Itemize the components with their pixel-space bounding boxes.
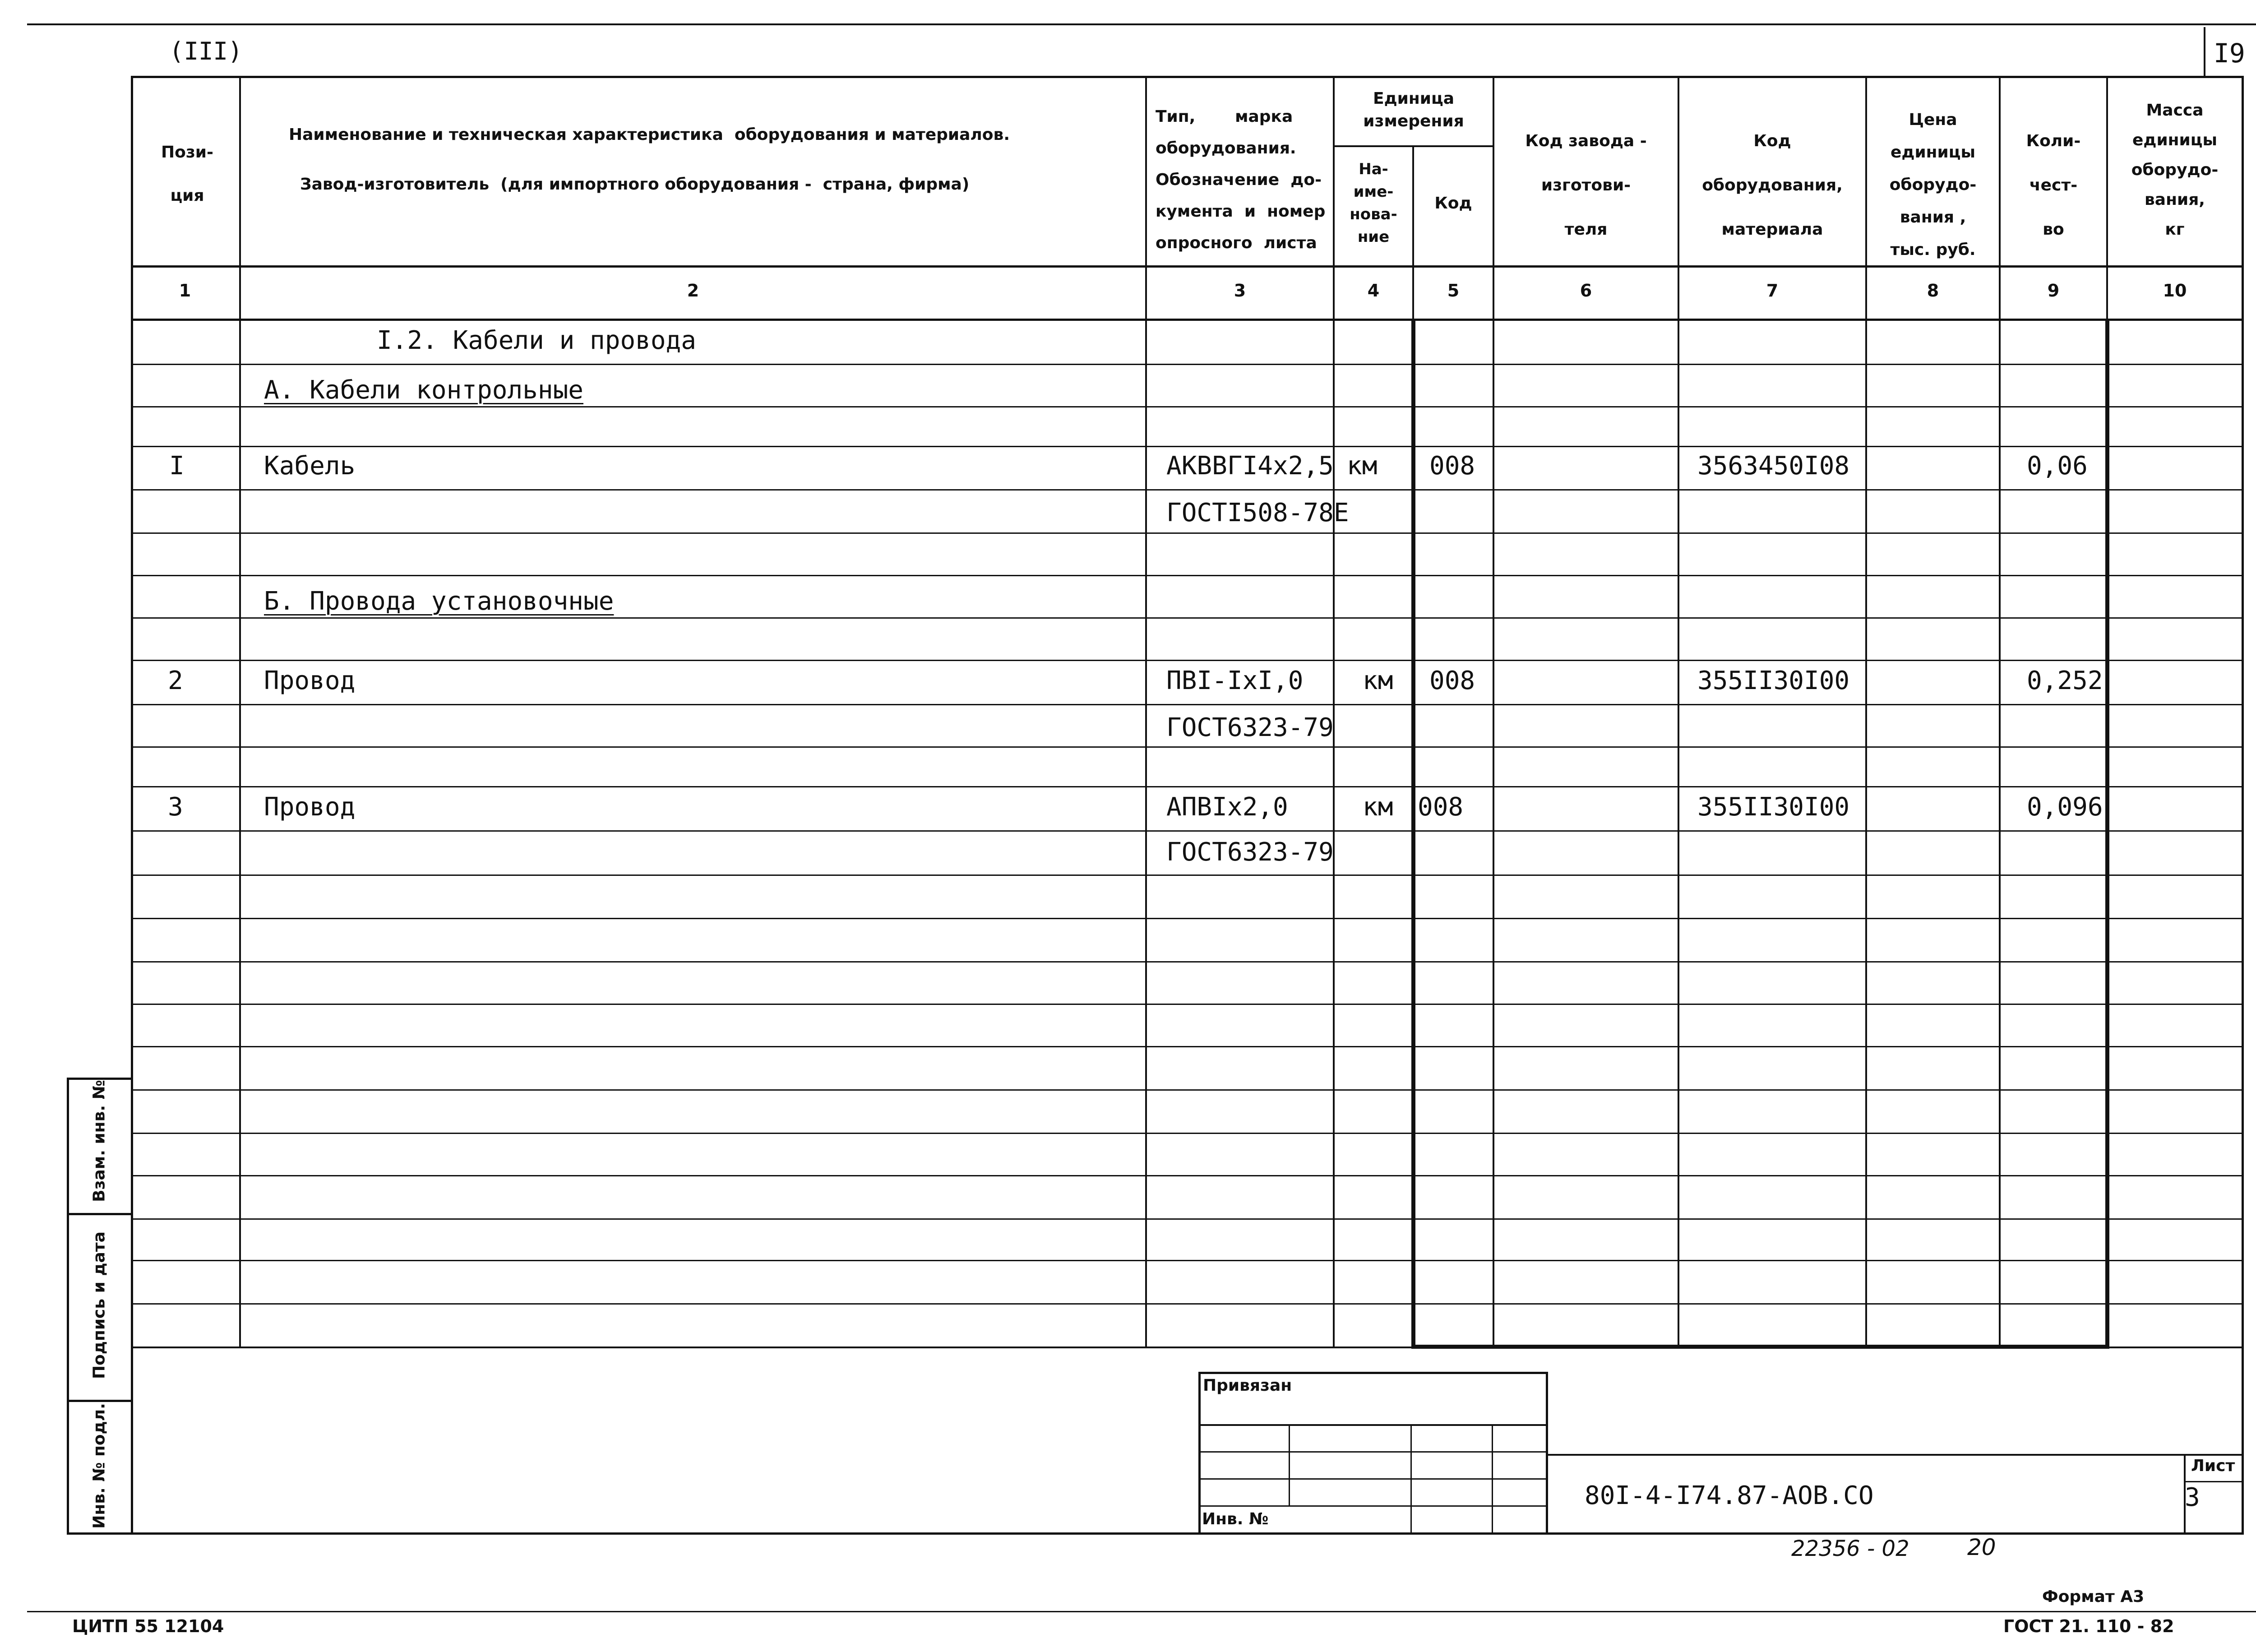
handwritten-num: 20 [1967, 1534, 1996, 1560]
row2-unit: км [1363, 666, 1393, 695]
row-separator [131, 830, 2244, 832]
col-number-8: 8 [1927, 281, 1939, 301]
stamp-privyazan: Привязан [1203, 1376, 1292, 1395]
row-separator [131, 704, 2244, 705]
header-col10: Масса единицы оборудо- вания, кг [2131, 101, 2219, 239]
col-number-10: 10 [2163, 281, 2187, 301]
row1-type: АКВВГI4х2,5 [1166, 451, 1334, 481]
row-separator [131, 446, 2244, 447]
row1-eqcode: 3563450I08 [1697, 451, 1850, 481]
section-title: I.2. Кабели и провода [377, 326, 697, 355]
row-separator [131, 1218, 2244, 1220]
row3-code: 008 [1418, 792, 1464, 822]
row-separator [131, 1303, 2244, 1305]
row1-pos: I [169, 451, 185, 481]
header-col1: Пози- ция [161, 143, 213, 205]
row-separator [131, 875, 2244, 876]
header-col6: Код завода - изготови- теля [1525, 132, 1647, 239]
col-line-6 [1678, 76, 1679, 1348]
subsection-cables: А. Кабели контрольные [264, 375, 584, 405]
list-value: 3 [2185, 1483, 2200, 1512]
footer-format: Формат А3 [2042, 1587, 2145, 1606]
col-number-9: 9 [2047, 281, 2060, 301]
row2-name: Провод [264, 666, 356, 695]
footer-gost: ГОСТ 21. 110 - 82 [2003, 1616, 2174, 1636]
col-number-7: 7 [1766, 281, 1779, 301]
col-number-5: 5 [1447, 281, 1460, 301]
row-separator [131, 786, 2244, 787]
col-number-1: 1 [179, 281, 191, 301]
col-number-3: 3 [1234, 281, 1246, 301]
header-col7: Код оборудования, материала [1702, 132, 1843, 239]
row3-eqcode: 355II30I00 [1697, 792, 1850, 822]
row1-unit: км [1347, 451, 1378, 481]
row2-pos: 2 [168, 666, 183, 695]
subsection-wires: Б. Провода установочные [264, 587, 614, 616]
header-col3: Тип, марка оборудования. Обозначение до- кумента и номер опросного листа [1156, 107, 1326, 252]
row3-type-gost: ГОСТ6323-79 [1166, 838, 1334, 867]
header-col2-line2: Завод-изготовитель (для импортного оборудования - страна, фирма) [300, 175, 970, 194]
row-separator [131, 746, 2244, 748]
col-number-4: 4 [1367, 281, 1380, 301]
side-label-podpis: Подпись и дата [90, 1231, 109, 1379]
row2-type-gost: ГОСТ6323-79 [1166, 713, 1334, 742]
top-border [27, 23, 2256, 25]
header-unit-group: Единица измерения [1363, 89, 1464, 130]
col-line-8 [1999, 76, 2001, 1348]
row-separator [131, 617, 2244, 619]
row-separator [131, 575, 2244, 576]
sheet-number: I9 [2214, 38, 2245, 69]
row-separator [131, 1175, 2244, 1176]
row-separator [131, 961, 2244, 963]
row3-pos: 3 [168, 792, 183, 822]
row-separator [131, 1046, 2244, 1047]
row-separator [131, 660, 2244, 661]
row-separator [131, 1133, 2244, 1134]
row3-unit: км [1363, 792, 1393, 822]
header-col4: На- име- нова- ние [1350, 160, 1397, 246]
row1-type-gost: ГОСТI508-78Е [1166, 498, 1349, 528]
col-number-2: 2 [687, 281, 699, 301]
header-col2-line1: Наименование и техническая характеристика оборудования и материалов. [289, 125, 1010, 144]
stamp-inv-no: Инв. № [1202, 1510, 1269, 1528]
frame-top [131, 76, 2244, 78]
row-separator [131, 489, 2244, 491]
list-label: Лист [2191, 1457, 2235, 1475]
row-separator [131, 918, 2244, 919]
handwritten-order: 22356 - 02 [1791, 1536, 1909, 1561]
footer-line [27, 1611, 2256, 1612]
row3-type: АПВIх2,0 [1166, 792, 1288, 822]
col-line-3 [1333, 76, 1335, 1348]
header-col9: Коли- чест- во [2026, 132, 2081, 239]
row-separator [131, 364, 2244, 365]
row-separator [131, 1260, 2244, 1261]
row1-name: Кабель [264, 451, 356, 481]
col-line-2 [1145, 76, 1147, 1348]
row-separator [131, 1089, 2244, 1091]
row3-name: Провод [264, 792, 356, 822]
side-label-vzam: Взам. инв. № [90, 1080, 109, 1202]
row1-code: 008 [1429, 451, 1475, 481]
col-line-7 [1865, 76, 1867, 1348]
row-separator [131, 406, 2244, 407]
frame-right [2242, 76, 2244, 1534]
frame-bottom [67, 1532, 2244, 1535]
row1-qty: 0,06 [2027, 451, 2088, 481]
row2-code: 008 [1429, 666, 1475, 695]
row3-qty: 0,096 [2027, 792, 2103, 822]
row-separator [131, 532, 2244, 534]
col-line-5 [1493, 76, 1494, 1348]
row2-eqcode: 355II30I00 [1697, 666, 1850, 695]
header-col8: Цена единицы оборудо- вания , тыс. руб. [1889, 111, 1977, 259]
row-separator [131, 1004, 2244, 1005]
footer-left-code: ЦИТП 55 12104 [72, 1616, 224, 1636]
sheet-corner-label: (III) [169, 37, 243, 65]
col-line-1 [239, 76, 241, 1348]
row2-qty: 0,252 [2027, 666, 2103, 695]
doc-code: 80I-4-I74.87-АОВ.СО [1585, 1481, 1874, 1510]
col-number-6: 6 [1580, 281, 1592, 301]
row2-type: ПВI-IхI,0 [1166, 666, 1304, 695]
side-label-inv: Инв. № подл. [90, 1403, 109, 1529]
header-col5: Код [1434, 194, 1472, 213]
